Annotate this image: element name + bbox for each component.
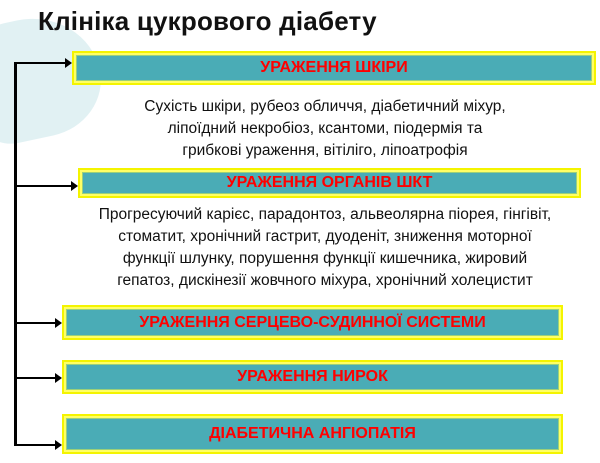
detail-line: функції шлунку, порушення функції кишечника, жировий [122,250,528,267]
section-cardio [62,305,563,340]
section-label: УРАЖЕННЯ НИРОК [66,364,559,390]
detail-line: грибкові ураження, вітіліго, ліпоатрофія [182,142,468,159]
detail-line: гепатоз, дискінезії жовчного міхура, хронічний холецистит [117,272,533,289]
arrow-skin [14,62,70,64]
section-kidney [62,360,563,394]
skin-details [100,96,550,162]
section-label: УРАЖЕННЯ СЕРЦЕВО-СУДИННОЇ СИСТЕМИ [66,309,559,336]
detail-line: Сухість шкіри, рубеоз обличчя, діабетичний міхур, [144,98,506,115]
detail-line: стоматит, хронічний гастрит, дуоденіт, зниження моторної [118,228,532,245]
arrow-gi [14,185,76,187]
connector-trunk [14,62,17,446]
detail-line: Прогресуючий карієс, парадонтоз, альвеолярна піорея, гінгівіт, [98,206,552,223]
arrow-kidney [14,377,60,379]
section-gi [78,168,581,198]
section-angiopathy [62,414,563,454]
arrow-cardio [14,322,60,324]
arrow-angiopathy [14,444,60,446]
section-label: УРАЖЕННЯ ОРГАНІВ ШКТ [82,172,577,194]
detail-line: ліпоїдний некробіоз, ксантоми, піодермія та [167,120,483,137]
slide-title: Клініка цукрового діабету [38,6,377,36]
section-label: ДІАБЕТИЧНА АНГІОПАТІЯ [66,418,559,450]
gi-details [50,204,600,292]
section-skin [72,51,596,85]
section-label: УРАЖЕННЯ ШКІРИ [76,55,592,81]
